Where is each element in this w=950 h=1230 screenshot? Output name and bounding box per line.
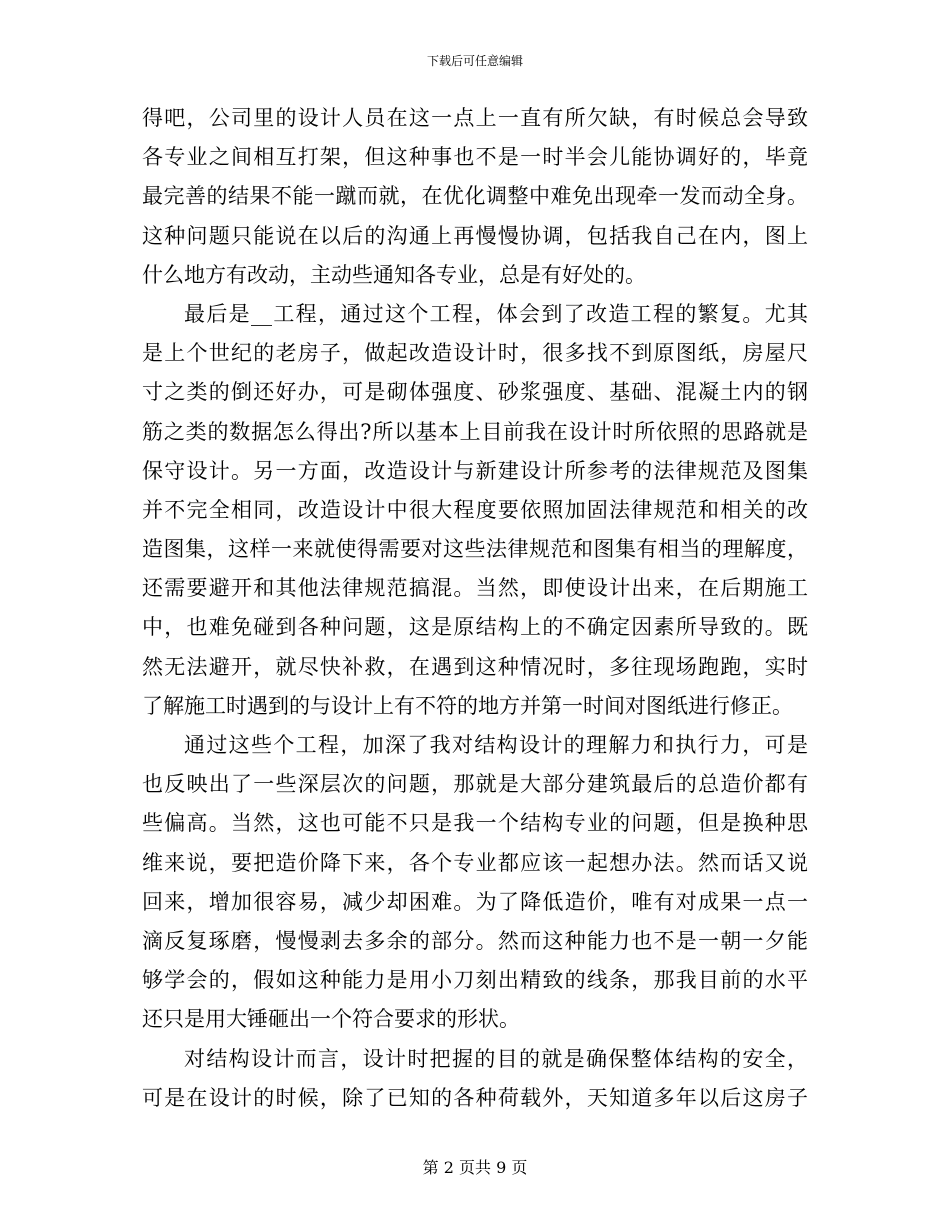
text-line: 维来说，要把造价降下来，各个专业都应该一起想办法。然而话又说	[142, 850, 808, 875]
text-line: 造图集，这样一来就使得需要对这些法律规范和图集有相当的理解度，	[142, 537, 808, 562]
text-line: 然无法避开，就尽快补救，在遇到这种情况时，多往现场跑跑，实时	[142, 654, 808, 679]
text-line: 并不完全相同，改造设计中很大程度要依照加固法律规范和相关的改	[142, 497, 808, 522]
text-line: 寸之类的倒还好办，可是砌体强度、砂浆强度、基础、混凝土内的钢	[142, 380, 808, 405]
text-line: 中，也难免碰到各种问题，这是原结构上的不确定因素所导致的。既	[142, 615, 808, 640]
text-line: 各专业之间相互打架，但这种事也不是一时半会儿能协调好的，毕竟	[142, 145, 808, 170]
text-line: 还需要避开和其他法律规范搞混。当然，即使设计出来，在后期施工	[142, 576, 808, 601]
paragraph	[142, 295, 808, 726]
text-line: 回来，增加很容易，减少却困难。为了降低造价，唯有对成果一点一	[142, 889, 808, 914]
text-line: 通过这些个工程，加深了我对结构设计的理解力和执行力，可是	[184, 733, 808, 757]
text-line: 最后是__工程，通过这个工程，体会到了改造工程的繁复。尤其	[184, 301, 808, 326]
paragraph	[142, 726, 808, 1040]
text-line: 这种问题只能说在以后的沟通上再慢慢协调，包括我自己在内，图上	[142, 223, 808, 248]
paragraph	[142, 99, 808, 295]
body-text	[142, 99, 808, 1118]
text-line: 可是在设计的时候，除了已知的各种荷载外，天知道多年以后这房子	[142, 1085, 808, 1110]
page-header: 下载后可任意编辑	[426, 54, 523, 68]
text-line: 得吧，公司里的设计人员在这一点上一直有所欠缺，有时候总会导致	[142, 106, 808, 130]
page-number: 第 2 页共 9 页	[422, 1158, 528, 1177]
text-line: 对结构设计而言，设计时把握的目的就是确保整体结构的安全，	[184, 1046, 808, 1071]
text-line: 筋之类的数据怎么得出?所以基本上目前我在设计时所依照的思路就是	[142, 419, 808, 444]
text-line: 什么地方有改动，主动些通知各专业，总是有好处的。	[142, 262, 646, 287]
text-line: 是上个世纪的老房子，做起改造设计时，很多找不到原图纸，房屋尺	[142, 341, 808, 366]
text-line: 滴反复琢磨，慢慢剥去多余的部分。然而这种能力也不是一朝一夕能	[142, 928, 808, 953]
text-line: 最完善的结果不能一蹴而就，在优化调整中难免出现牵一发而动全身。	[142, 184, 808, 209]
text-line: 保守设计。另一方面，改造设计与新建设计所参考的法律规范及图集	[142, 458, 808, 483]
text-line: 够学会的，假如这种能力是用小刀刻出精致的线条，那我目前的水平	[142, 968, 808, 993]
text-line: 些偏高。当然，这也可能不只是我一个结构专业的问题，但是换种思	[142, 811, 808, 836]
text-line: 还只是用大锤砸出一个符合要求的形状。	[142, 1007, 520, 1032]
text-line: 了解施工时遇到的与设计上有不符的地方并第一时间对图纸进行修正。	[142, 693, 793, 718]
paragraph	[142, 1040, 808, 1118]
text-line: 也反映出了一些深层次的问题，那就是大部分建筑最后的总造价都有	[142, 772, 808, 797]
